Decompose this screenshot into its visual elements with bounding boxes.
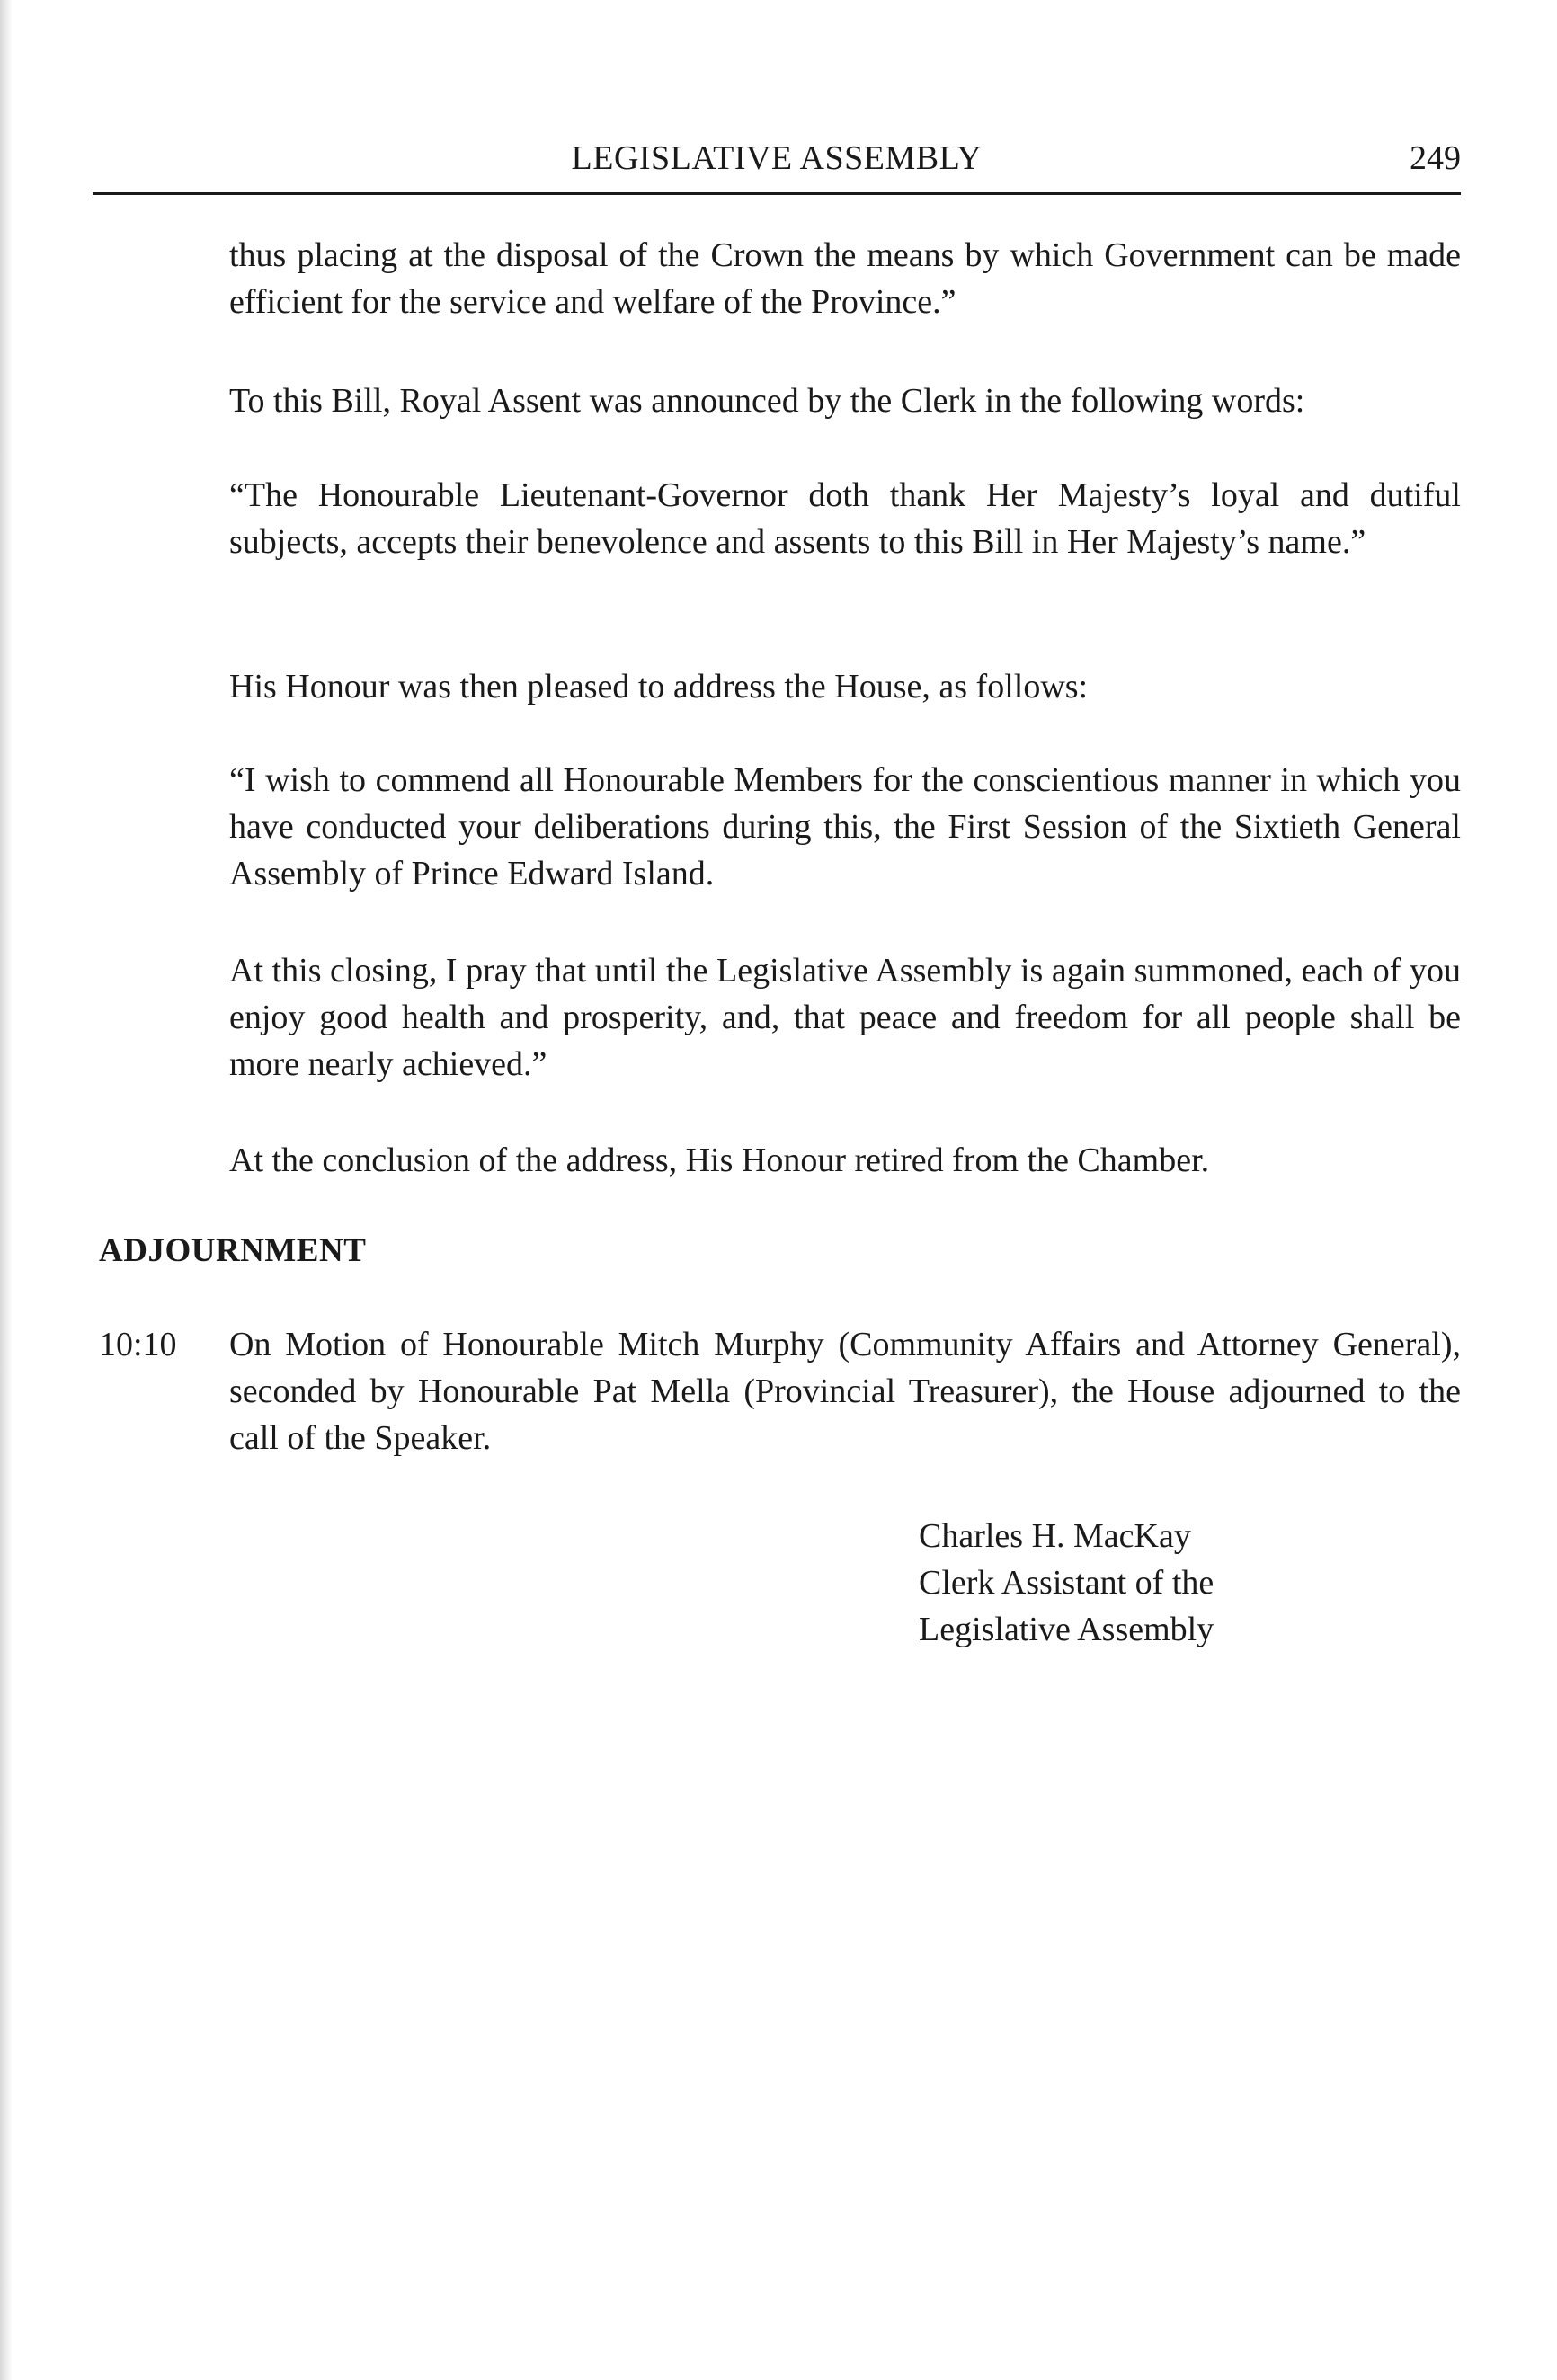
paragraph-address-intro: His Honour was then pleased to address the House, as follows: bbox=[229, 668, 1089, 706]
paragraph-crown-disposal: thus placing at the disposal of the Crown the means by which Government can be made efficient for the service and welfare of the Province.” bbox=[229, 236, 1461, 321]
signatory-title-line-1: Clerk Assistant of the bbox=[919, 1564, 1214, 1602]
paragraph-closing-wishes: At this closing, I pray that until the Legislative Assembly is again summoned, each of you enjoy good health and prosperity, and, that peace and freedom for all people shall be more nearly achieved.” bbox=[229, 952, 1461, 1083]
adjournment-motion-text: On Motion of Honourable Mitch Murphy (Community Affairs and Attorney General), seconded by Honourable Pat Mella (Provincial Treasurer), the House adjourned to the call of the Speaker. bbox=[229, 1326, 1461, 1457]
paragraph-assent-words: “The Honourable Lieutenant-Governor doth thank Her Majesty’s loyal and dutiful subjects, accepts their benevolence and assents to this Bill in Her Majesty’s name.” bbox=[229, 476, 1461, 561]
signatory-name: Charles H. MacKay bbox=[919, 1517, 1191, 1555]
signatory-title-line-2: Legislative Assembly bbox=[919, 1611, 1214, 1648]
paragraph-commend-members: “I wish to commend all Honourable Members for the conscientious manner in which you have conducted your deliberations during this, the First Session of the Sixtieth General Assembly of Prince Edward Island. bbox=[229, 761, 1461, 892]
section-heading-adjournment: ADJOURNMENT bbox=[99, 1232, 367, 1269]
page-number: 249 bbox=[1410, 139, 1461, 177]
page-edge-shadow bbox=[0, 0, 13, 2380]
running-head-title: LEGISLATIVE ASSEMBLY bbox=[571, 139, 983, 177]
adjournment-time: 10:10 bbox=[99, 1326, 177, 1363]
paragraph-retired: At the conclusion of the address, His Honour retired from the Chamber. bbox=[229, 1141, 1210, 1179]
signature-block bbox=[919, 1513, 1214, 1653]
paragraph-royal-assent: To this Bill, Royal Assent was announced by the Clerk in the following words: bbox=[229, 382, 1305, 420]
page-header bbox=[93, 135, 1461, 195]
